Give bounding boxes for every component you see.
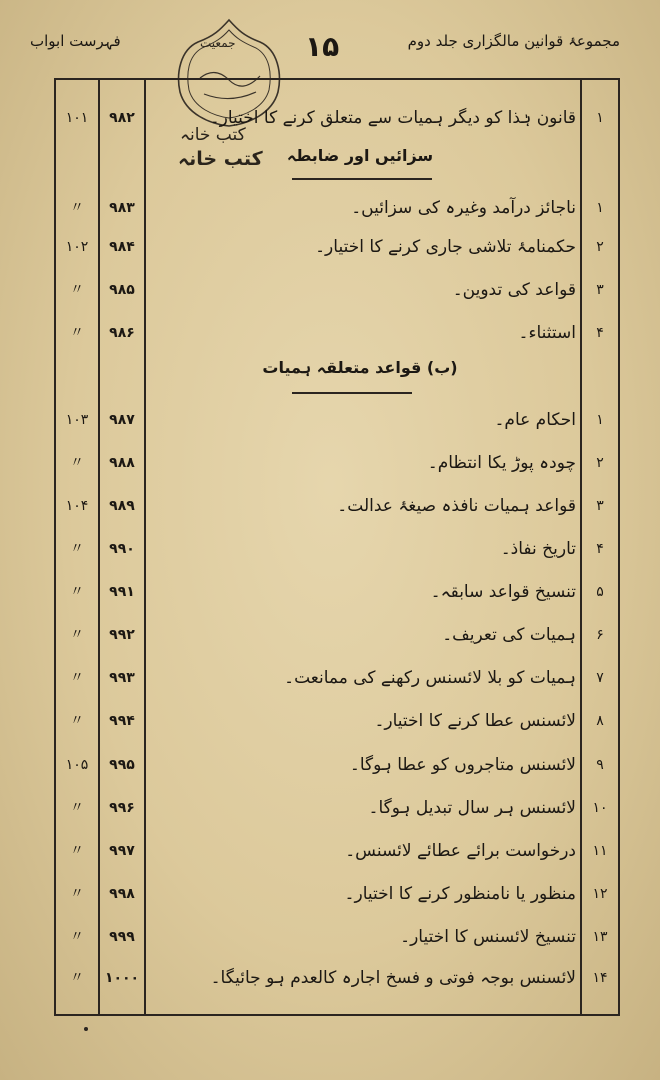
book-title: مجموعۂ قوانین مالگزاری جلد دوم <box>407 32 620 50</box>
page-ref: 〃 <box>70 200 84 216</box>
serial-number: ۵ <box>596 584 604 600</box>
subheading-part-b: (ب) قواعد متعلقہ ہمیات <box>262 358 458 377</box>
page-ref: 〃 <box>70 627 84 643</box>
section-number: ۹۹۳ <box>109 670 135 686</box>
section-number: ۹۹۸ <box>109 886 135 902</box>
page-number: ۱۵ <box>305 30 340 63</box>
stamp-line-2: کتب خانہ <box>178 148 263 170</box>
heading-underline <box>292 178 432 180</box>
section-number: ۹۸۷ <box>109 412 135 428</box>
table-row <box>0 922 660 952</box>
section-number: ۹۹۱ <box>109 584 135 600</box>
page-ref: ۱۰۲ <box>65 239 89 255</box>
section-number: ۹۸۲ <box>109 110 135 126</box>
table-row <box>0 706 660 736</box>
serial-number: ۳ <box>596 282 604 298</box>
serial-number: ۳ <box>596 498 604 514</box>
table-row <box>0 963 660 993</box>
table-row <box>0 318 660 348</box>
stamp-line-1: کتب خانہ <box>180 125 246 145</box>
entry-text: احکام عام۔ <box>494 410 576 430</box>
serial-number: ۸ <box>596 713 604 729</box>
page-ref: ۱۰۴ <box>65 498 89 514</box>
entry-text: قواعد ہمیات نافذہ صیغۂ عدالت۔ <box>337 496 576 516</box>
serial-number: ۶ <box>596 627 604 643</box>
section-number: ۹۹۹ <box>109 929 135 945</box>
page-ref: 〃 <box>70 541 84 557</box>
page-ref: 〃 <box>70 929 84 945</box>
serial-number: ۱ <box>596 200 604 216</box>
stamp-inscription: جمعیت <box>200 36 236 50</box>
table-row <box>0 620 660 650</box>
table-row <box>0 275 660 305</box>
entry-text: تنسیخ قواعد سابقہ۔ <box>430 582 576 602</box>
table-row <box>0 836 660 866</box>
table-row <box>0 750 660 780</box>
serial-number: ۱۴ <box>592 970 608 986</box>
entry-text: درخواست برائے عطائے لائسنس۔ <box>345 841 576 861</box>
serial-number: ۴ <box>596 325 604 341</box>
section-number: ۹۸۴ <box>109 239 135 255</box>
entry-text: لائسنس بوجہ فوتی و فسخ اجارہ کالعدم ہو جائیگا۔ <box>210 968 576 988</box>
serial-number: ۹ <box>596 757 604 773</box>
serial-number: ۱۱ <box>592 843 608 859</box>
serial-number: ۱ <box>596 110 604 126</box>
page-ref: ۱۰۳ <box>65 412 89 428</box>
entry-text: قانون ہٰذا کو دیگر ہمیات سے متعلق کرنے کا اختیار۔ <box>209 108 576 128</box>
entry-text: تنسیخ لائسنس کا اختیار۔ <box>400 927 576 947</box>
serial-number: ۱۰ <box>592 800 608 816</box>
section-number: ۹۹۰ <box>109 541 135 557</box>
entry-text: ہمیات کی تعریف۔ <box>442 625 576 645</box>
section-number: ۹۸۶ <box>109 325 135 341</box>
entry-text: استثناء۔ <box>518 323 576 343</box>
table-row <box>0 448 660 478</box>
entry-text: لائسنس عطا کرنے کا اختیار۔ <box>374 711 576 731</box>
entry-text: منظور یا نامنظور کرنے کا اختیار۔ <box>344 884 576 904</box>
page-ref: 〃 <box>70 282 84 298</box>
page-ref: ۱۰۱ <box>65 110 89 126</box>
page-ref: 〃 <box>70 713 84 729</box>
page-ref: 〃 <box>70 670 84 686</box>
entry-text: چودہ پوڑ یکا انتظام۔ <box>427 453 576 473</box>
entry-text: ناجائز درآمد وغیرہ کی سزائیں۔ <box>351 198 576 218</box>
ink-speck <box>84 1027 88 1031</box>
page-ref: 〃 <box>70 970 84 986</box>
table-row <box>0 534 660 564</box>
section-number: ۹۸۸ <box>109 455 135 471</box>
table-row <box>0 491 660 521</box>
page-ref: 〃 <box>70 455 84 471</box>
section-number: ۹۹۴ <box>109 713 135 729</box>
table-row <box>0 793 660 823</box>
entry-text: تاریخ نفاذ۔ <box>500 539 576 559</box>
serial-number: ۱۳ <box>592 929 608 945</box>
section-number: ۹۸۹ <box>109 498 135 514</box>
serial-number: ۴ <box>596 541 604 557</box>
section-number: ۹۹۷ <box>109 843 135 859</box>
table-row <box>0 663 660 693</box>
heading-underline <box>292 392 412 394</box>
serial-number: ۲ <box>596 455 604 471</box>
page-ref: 〃 <box>70 325 84 341</box>
table-row <box>0 103 660 133</box>
table-row <box>0 405 660 435</box>
page-ref: 〃 <box>70 843 84 859</box>
serial-number: ۱۲ <box>592 886 608 902</box>
serial-number: ۷ <box>596 670 604 686</box>
serial-number: ۲ <box>596 239 604 255</box>
entry-text: لائسنس متاجروں کو عطا ہوگا۔ <box>349 755 576 775</box>
table-row <box>0 577 660 607</box>
section-number: ۹۹۲ <box>109 627 135 643</box>
page-ref: ۱۰۵ <box>65 757 89 773</box>
table-row <box>0 879 660 909</box>
section-number: ۱۰۰۰ <box>104 970 140 986</box>
page-ref: 〃 <box>70 886 84 902</box>
entry-text: ہمیات کو بلا لائسنس رکھنے کی ممانعت۔ <box>284 668 576 688</box>
section-title: فہرست ابواب <box>30 32 121 50</box>
table-row <box>0 232 660 262</box>
page-ref: 〃 <box>70 800 84 816</box>
entry-text: لائسنس ہر سال تبدیل ہوگا۔ <box>368 798 576 818</box>
section-number: ۹۹۶ <box>109 800 135 816</box>
table-row <box>0 193 660 223</box>
page-ref: 〃 <box>70 584 84 600</box>
section-number: ۹۸۳ <box>109 200 135 216</box>
section-number: ۹۹۵ <box>109 757 135 773</box>
entry-text: حکمنامۂ تلاشی جاری کرنے کا اختیار۔ <box>315 237 576 257</box>
serial-number: ۱ <box>596 412 604 428</box>
subheading-penalties: سزائیں اور ضابطہ <box>286 146 434 165</box>
entry-text: قواعد کی تدوین۔ <box>452 280 576 300</box>
section-number: ۹۸۵ <box>109 282 135 298</box>
